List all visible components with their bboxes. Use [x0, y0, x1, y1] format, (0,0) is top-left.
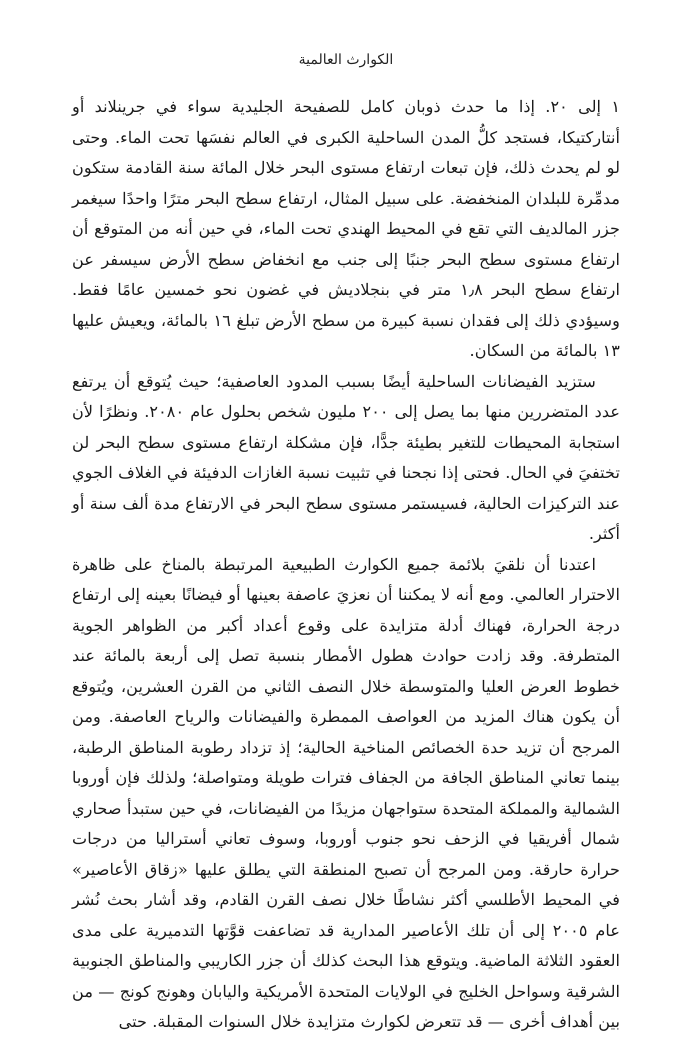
running-header: الكوارث العالمية	[298, 52, 394, 68]
paragraph: ستزيد الفيضانات الساحلية أيضًا بسبب المدود العاصفية؛ حيث يُتوقع أن يرتفع عدد المتضررين منها بما يصل إلى ٢٠٠ مليون شخص بحلول عام ٢٠٨٠. ونظرًا لأن استجابة المحيطات للتغير بطيئة جدًّا، فإن مشكلة ارتفاع مستوى سطح البحر لن تختفيَ في الحال. فحتى إذا نجحنا في تثبيت نسبة الغازات الدفيئة في الغلاف الجوي عند التركيزات الحالية، فسيستمر مستوى سطح البحر في الارتفاع مدة ألف سنة أو أكثر.	[72, 371, 621, 543]
document-page	[72, 40, 620, 1038]
paragraph: ١ إلى ٢٠. إذا ما حدث ذوبان كامل للصفيحة الجليدية سواء في جرينلاند أو أنتاركتيكا، فستجد كلُّ المدن الساحلية الكبرى في العالم نفسَها تحت الماء. وحتى لو لم يحدث ذلك، فإن تبعات ارتفاع مستوى البحر خلال المائة سنة القادمة ستكون مدمِّرة للبلدان المنخفضة. على سبيل المثال، ارتفاع سطح البحر مترًا واحدًا سيغمر جزر المالديف التي تقع في المحيط الهندي تحت الماء، في حين أنه من المتوقع أن ارتفاع مستوى سطح البحر جنبًا إلى جنب مع انخفاض سطح الأرض سيسفر عن ارتفاع سطح البحر ١٫٨ متر في بنجلاديش في غضون نحو خمسين عامًا فقط. وسيؤدي ذلك إلى فقدان نسبة كبيرة من سطح الأرض تبلغ ١٦ بالمائة، ويعيش عليها ١٣ بالمائة من السكان.	[72, 97, 621, 360]
body-text	[72, 92, 620, 1038]
paragraph: اعتدنا أن نلقيَ بلائمة جميع الكوارث الطبيعية المرتبطة بالمناخ على ظاهرة الاحترار العالمي. ومع أنه لا يمكننا أن نعزيَ عاصفة بعينها أو فيضانًا بعينه إلى ارتفاع درجة الحرارة، فهناك أدلة متزايدة على وقوع أعداد أكبر من الظواهر الجوية المتطرفة. وقد زادت حوادث هطول الأمطار بنسبة تصل إلى أربعة بالمائة عند خطوط العرض العليا والمتوسطة خلال النصف الثاني من القرن العشرين، ويُتوقع أن يكون هناك المزيد من العواصف الممطرة والفيضانات والرياح العاصفة. ومن المرجح أن تزيد حدة الخصائص المناخية الحالية؛ إذ تزداد رطوبة المناطق الرطبة، بينما تعاني المناطق الجافة من الجفاف فترات طويلة ومتواصلة؛ ولذلك فإن أوروبا الشمالية والمملكة المتحدة ستواجهان مزيدًا من الفيضانات، في حين ستبدأ صحاري شمال أفريقيا في الزحف نحو جنوب أوروبا، وسوف تعاني أستراليا من درجات حرارة حارقة. ومن المرجح أن تصبح المنطقة التي يطلق عليها «زقاق الأعاصير» في المحيط الأطلسي أكثر نشاطًا خلال نصف القرن القادم، وقد أشار بحث نُشر عام ٢٠٠٥ إلى أن تلك الأعاصير المدارية قد تضاعفت قوَّتها التدميرية على مدى العقود الثلاثة الماضية. ويتوقع هذا البحث كذلك أن جزر الكاريبي والمناطق الجنوبية الشرقية وسواحل الخليج في الولايات المتحدة الأمريكية واليابان وهونج كونج — من بين أهداف أخرى — قد تتعرض لكوارث متزايدة خلال السنوات المقبلة. حتى	[72, 554, 620, 1031]
